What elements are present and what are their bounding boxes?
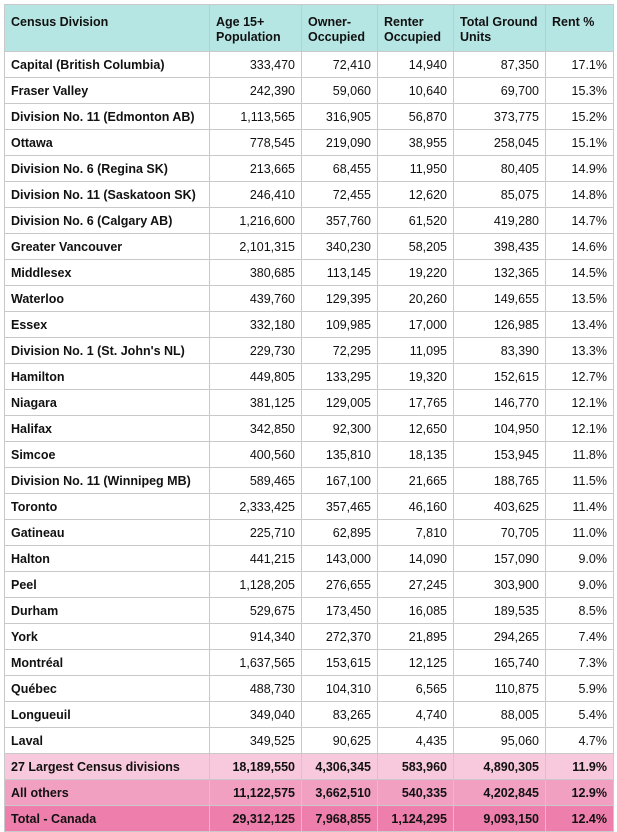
population-cell: 229,730	[210, 338, 302, 364]
table-row	[5, 286, 614, 312]
owner-occupied-cell: 316,905	[302, 104, 378, 130]
owner-occupied-cell: 276,655	[302, 572, 378, 598]
total-units-cell: 189,535	[454, 598, 546, 624]
renter-occupied-cell: 12,620	[378, 182, 454, 208]
renter-occupied-cell: 12,650	[378, 416, 454, 442]
table-row	[5, 624, 614, 650]
header-row	[5, 5, 614, 52]
division-cell: Division No. 1 (St. John's NL)	[5, 338, 210, 364]
renter-occupied-cell: 46,160	[378, 494, 454, 520]
division-cell: Niagara	[5, 390, 210, 416]
owner-occupied-cell: 83,265	[302, 702, 378, 728]
renter-occupied-cell: 11,095	[378, 338, 454, 364]
total-units-cell: 104,950	[454, 416, 546, 442]
owner-occupied-cell: 90,625	[302, 728, 378, 754]
total-units-cell: 4,890,305	[454, 754, 546, 780]
owner-occupied-cell: 133,295	[302, 364, 378, 390]
population-cell: 1,637,565	[210, 650, 302, 676]
table-row	[5, 312, 614, 338]
total-units-cell: 9,093,150	[454, 806, 546, 832]
rent-percent-cell: 12.1%	[546, 416, 614, 442]
rent-percent-cell: 14.5%	[546, 260, 614, 286]
division-cell: York	[5, 624, 210, 650]
table-row	[5, 234, 614, 260]
total-units-cell: 80,405	[454, 156, 546, 182]
table-row	[5, 598, 614, 624]
table-row	[5, 156, 614, 182]
total-units-cell: 4,202,845	[454, 780, 546, 806]
owner-occupied-cell: 153,615	[302, 650, 378, 676]
total-units-cell: 403,625	[454, 494, 546, 520]
total-units-cell: 258,045	[454, 130, 546, 156]
table-row	[5, 702, 614, 728]
division-cell: Division No. 11 (Winnipeg MB)	[5, 468, 210, 494]
table-row	[5, 572, 614, 598]
owner-occupied-cell: 72,295	[302, 338, 378, 364]
population-cell: 778,545	[210, 130, 302, 156]
renter-occupied-cell: 540,335	[378, 780, 454, 806]
rent-percent-cell: 15.2%	[546, 104, 614, 130]
population-cell: 2,333,425	[210, 494, 302, 520]
rent-percent-cell: 11.0%	[546, 520, 614, 546]
division-cell: Division No. 11 (Saskatoon SK)	[5, 182, 210, 208]
owner-occupied-cell: 72,455	[302, 182, 378, 208]
rent-percent-cell: 5.4%	[546, 702, 614, 728]
total-units-cell: 398,435	[454, 234, 546, 260]
renter-occupied-cell: 56,870	[378, 104, 454, 130]
division-cell: Durham	[5, 598, 210, 624]
renter-occupied-cell: 14,940	[378, 52, 454, 78]
total-units-cell: 149,655	[454, 286, 546, 312]
header-owner-occupied: Owner-Occupied	[302, 5, 378, 52]
renter-occupied-cell: 1,124,295	[378, 806, 454, 832]
owner-occupied-cell: 92,300	[302, 416, 378, 442]
rent-percent-cell: 14.9%	[546, 156, 614, 182]
table-row	[5, 520, 614, 546]
owner-occupied-cell: 72,410	[302, 52, 378, 78]
rent-percent-cell: 7.4%	[546, 624, 614, 650]
division-cell: Capital (British Columbia)	[5, 52, 210, 78]
owner-occupied-cell: 340,230	[302, 234, 378, 260]
rent-percent-cell: 11.9%	[546, 754, 614, 780]
owner-occupied-cell: 167,100	[302, 468, 378, 494]
population-cell: 2,101,315	[210, 234, 302, 260]
population-cell: 380,685	[210, 260, 302, 286]
summary-row-largest	[5, 754, 614, 780]
header-total-ground-units: Total Ground Units	[454, 5, 546, 52]
population-cell: 529,675	[210, 598, 302, 624]
header-age-15-population: Age 15+ Population	[210, 5, 302, 52]
census-rent-table	[4, 4, 614, 832]
population-cell: 225,710	[210, 520, 302, 546]
division-cell: Québec	[5, 676, 210, 702]
renter-occupied-cell: 61,520	[378, 208, 454, 234]
owner-occupied-cell: 173,450	[302, 598, 378, 624]
owner-occupied-cell: 109,985	[302, 312, 378, 338]
rent-percent-cell: 14.7%	[546, 208, 614, 234]
summary-row-others	[5, 780, 614, 806]
division-cell: Simcoe	[5, 442, 210, 468]
division-cell: Toronto	[5, 494, 210, 520]
renter-occupied-cell: 20,260	[378, 286, 454, 312]
total-units-cell: 303,900	[454, 572, 546, 598]
rent-percent-cell: 4.7%	[546, 728, 614, 754]
table-row	[5, 390, 614, 416]
division-cell: Hamilton	[5, 364, 210, 390]
division-cell: Montréal	[5, 650, 210, 676]
owner-occupied-cell: 62,895	[302, 520, 378, 546]
renter-occupied-cell: 12,125	[378, 650, 454, 676]
rent-percent-cell: 11.5%	[546, 468, 614, 494]
rent-percent-cell: 13.4%	[546, 312, 614, 338]
total-units-cell: 373,775	[454, 104, 546, 130]
population-cell: 441,215	[210, 546, 302, 572]
total-units-cell: 110,875	[454, 676, 546, 702]
population-cell: 213,665	[210, 156, 302, 182]
owner-occupied-cell: 357,465	[302, 494, 378, 520]
rent-percent-cell: 14.8%	[546, 182, 614, 208]
total-units-cell: 153,945	[454, 442, 546, 468]
division-cell: Greater Vancouver	[5, 234, 210, 260]
total-units-cell: 95,060	[454, 728, 546, 754]
table-row	[5, 182, 614, 208]
rent-percent-cell: 17.1%	[546, 52, 614, 78]
table-row	[5, 728, 614, 754]
population-cell: 400,560	[210, 442, 302, 468]
total-units-cell: 419,280	[454, 208, 546, 234]
rent-percent-cell: 9.0%	[546, 546, 614, 572]
population-cell: 488,730	[210, 676, 302, 702]
renter-occupied-cell: 4,435	[378, 728, 454, 754]
owner-occupied-cell: 113,145	[302, 260, 378, 286]
table-row	[5, 78, 614, 104]
division-cell: Laval	[5, 728, 210, 754]
owner-occupied-cell: 129,005	[302, 390, 378, 416]
total-units-cell: 188,765	[454, 468, 546, 494]
division-cell: Total - Canada	[5, 806, 210, 832]
renter-occupied-cell: 17,765	[378, 390, 454, 416]
table-row	[5, 364, 614, 390]
renter-occupied-cell: 14,090	[378, 546, 454, 572]
total-units-cell: 83,390	[454, 338, 546, 364]
population-cell: 439,760	[210, 286, 302, 312]
division-cell: Halifax	[5, 416, 210, 442]
renter-occupied-cell: 17,000	[378, 312, 454, 338]
header-census-division: Census Division	[5, 5, 210, 52]
population-cell: 589,465	[210, 468, 302, 494]
total-units-cell: 157,090	[454, 546, 546, 572]
renter-occupied-cell: 10,640	[378, 78, 454, 104]
total-units-cell: 126,985	[454, 312, 546, 338]
table-row	[5, 546, 614, 572]
owner-occupied-cell: 143,000	[302, 546, 378, 572]
renter-occupied-cell: 583,960	[378, 754, 454, 780]
renter-occupied-cell: 19,320	[378, 364, 454, 390]
table-row	[5, 676, 614, 702]
total-units-cell: 85,075	[454, 182, 546, 208]
population-cell: 1,216,600	[210, 208, 302, 234]
total-units-cell: 70,705	[454, 520, 546, 546]
population-cell: 29,312,125	[210, 806, 302, 832]
division-cell: Gatineau	[5, 520, 210, 546]
renter-occupied-cell: 38,955	[378, 130, 454, 156]
division-cell: Division No. 11 (Edmonton AB)	[5, 104, 210, 130]
table-row	[5, 494, 614, 520]
rent-percent-cell: 7.3%	[546, 650, 614, 676]
table-row	[5, 208, 614, 234]
table-body	[5, 52, 614, 832]
population-cell: 914,340	[210, 624, 302, 650]
population-cell: 349,040	[210, 702, 302, 728]
rent-percent-cell: 12.7%	[546, 364, 614, 390]
population-cell: 1,113,565	[210, 104, 302, 130]
population-cell: 242,390	[210, 78, 302, 104]
table-row	[5, 338, 614, 364]
division-cell: Halton	[5, 546, 210, 572]
table-row	[5, 468, 614, 494]
rent-percent-cell: 8.5%	[546, 598, 614, 624]
division-cell: Ottawa	[5, 130, 210, 156]
table-row	[5, 650, 614, 676]
owner-occupied-cell: 3,662,510	[302, 780, 378, 806]
header-rent-percent: Rent %	[546, 5, 614, 52]
owner-occupied-cell: 219,090	[302, 130, 378, 156]
rent-percent-cell: 9.0%	[546, 572, 614, 598]
population-cell: 381,125	[210, 390, 302, 416]
population-cell: 349,525	[210, 728, 302, 754]
owner-occupied-cell: 7,968,855	[302, 806, 378, 832]
renter-occupied-cell: 16,085	[378, 598, 454, 624]
population-cell: 332,180	[210, 312, 302, 338]
table-row	[5, 260, 614, 286]
total-units-cell: 69,700	[454, 78, 546, 104]
population-cell: 11,122,575	[210, 780, 302, 806]
table-row	[5, 104, 614, 130]
rent-percent-cell: 11.8%	[546, 442, 614, 468]
rent-percent-cell: 12.4%	[546, 806, 614, 832]
population-cell: 1,128,205	[210, 572, 302, 598]
population-cell: 449,805	[210, 364, 302, 390]
division-cell: Fraser Valley	[5, 78, 210, 104]
population-cell: 333,470	[210, 52, 302, 78]
division-cell: 27 Largest Census divisions	[5, 754, 210, 780]
renter-occupied-cell: 7,810	[378, 520, 454, 546]
renter-occupied-cell: 6,565	[378, 676, 454, 702]
renter-occupied-cell: 11,950	[378, 156, 454, 182]
renter-occupied-cell: 18,135	[378, 442, 454, 468]
header-renter-occupied: Renter Occupied	[378, 5, 454, 52]
table-row	[5, 442, 614, 468]
total-units-cell: 87,350	[454, 52, 546, 78]
rent-percent-cell: 13.5%	[546, 286, 614, 312]
owner-occupied-cell: 129,395	[302, 286, 378, 312]
owner-occupied-cell: 104,310	[302, 676, 378, 702]
owner-occupied-cell: 59,060	[302, 78, 378, 104]
rent-percent-cell: 14.6%	[546, 234, 614, 260]
division-cell: Division No. 6 (Calgary AB)	[5, 208, 210, 234]
rent-percent-cell: 12.9%	[546, 780, 614, 806]
total-units-cell: 152,615	[454, 364, 546, 390]
renter-occupied-cell: 4,740	[378, 702, 454, 728]
owner-occupied-cell: 135,810	[302, 442, 378, 468]
table-row	[5, 130, 614, 156]
population-cell: 246,410	[210, 182, 302, 208]
rent-percent-cell: 15.1%	[546, 130, 614, 156]
population-cell: 18,189,550	[210, 754, 302, 780]
division-cell: Longueuil	[5, 702, 210, 728]
renter-occupied-cell: 58,205	[378, 234, 454, 260]
renter-occupied-cell: 27,245	[378, 572, 454, 598]
summary-row-total	[5, 806, 614, 832]
rent-percent-cell: 13.3%	[546, 338, 614, 364]
total-units-cell: 132,365	[454, 260, 546, 286]
division-cell: Essex	[5, 312, 210, 338]
owner-occupied-cell: 272,370	[302, 624, 378, 650]
table-row	[5, 416, 614, 442]
total-units-cell: 88,005	[454, 702, 546, 728]
division-cell: All others	[5, 780, 210, 806]
total-units-cell: 294,265	[454, 624, 546, 650]
owner-occupied-cell: 68,455	[302, 156, 378, 182]
owner-occupied-cell: 4,306,345	[302, 754, 378, 780]
division-cell: Peel	[5, 572, 210, 598]
table-row	[5, 52, 614, 78]
population-cell: 342,850	[210, 416, 302, 442]
rent-percent-cell: 11.4%	[546, 494, 614, 520]
division-cell: Division No. 6 (Regina SK)	[5, 156, 210, 182]
total-units-cell: 146,770	[454, 390, 546, 416]
total-units-cell: 165,740	[454, 650, 546, 676]
rent-percent-cell: 15.3%	[546, 78, 614, 104]
renter-occupied-cell: 21,665	[378, 468, 454, 494]
renter-occupied-cell: 21,895	[378, 624, 454, 650]
rent-percent-cell: 5.9%	[546, 676, 614, 702]
renter-occupied-cell: 19,220	[378, 260, 454, 286]
division-cell: Middlesex	[5, 260, 210, 286]
owner-occupied-cell: 357,760	[302, 208, 378, 234]
division-cell: Waterloo	[5, 286, 210, 312]
rent-percent-cell: 12.1%	[546, 390, 614, 416]
